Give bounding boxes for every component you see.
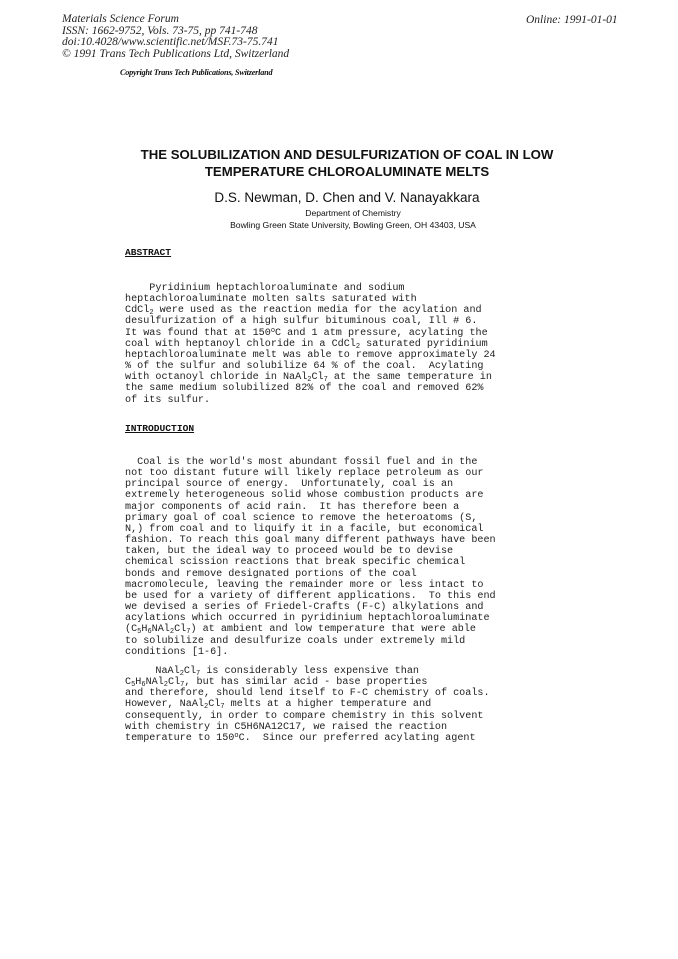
title-line-2: TEMPERATURE CHLOROALUMINATE MELTS xyxy=(204,164,490,179)
text-line: to solubilize and desulfurize coals under extremely mild xyxy=(125,635,466,647)
publication-metadata xyxy=(62,14,289,60)
abstract-heading: ABSTRACT xyxy=(125,247,172,258)
text-line: $(C_5H_6NAl_2Cl_7)$ at ambient and low temperature that were able xyxy=(125,624,477,637)
copyright-notice: © 1991 Trans Tech Publications Ltd, Switzerland xyxy=(62,47,290,60)
text-line: acylations which occurred in pyridinium heptachloroaluminate xyxy=(125,613,490,625)
text-line: $C_5H_6NAl_2Cl_7$, but has similar acid - base properties xyxy=(125,677,428,690)
text-line: It was found that at 150$^o$C and 1 atm pressure, acylating the xyxy=(125,326,488,339)
text-line: with chemistry in C5H6NA12C17, we raised the reaction xyxy=(125,721,448,733)
text-line: fashion. To reach this goal many different pathways have been xyxy=(125,535,496,547)
text-line: bonds and remove designated portions of the coal xyxy=(125,568,417,580)
text-line: conditions [1-6]. xyxy=(125,646,229,658)
text-line: consequently, in order to compare chemistry in this solvent xyxy=(125,710,484,722)
text-line: Coal is the world's most abundant fossil fuel and in the xyxy=(125,457,478,468)
text-line: desulfurization of a high sulfur bituminous coal, Ill # 6. xyxy=(125,316,478,328)
text-line: major components of acid rain. It has therefore been a xyxy=(125,501,460,513)
online-date: Online: 1991-01-01 xyxy=(526,14,618,26)
paper-title xyxy=(0,146,678,180)
introduction-paragraph-1 xyxy=(125,457,496,658)
text-line: we devised a series of Friedel-Crafts (F-C) alkylations and xyxy=(125,602,484,614)
text-line: of its sulfur. xyxy=(125,394,211,406)
title-line-1: THE SOLUBILIZATION AND DESULFURIZATION OF COAL IN LOW xyxy=(140,147,554,162)
abstract-body xyxy=(125,283,496,406)
affiliation: Bowling Green State University, Bowling Green, OH 43403, USA xyxy=(230,220,476,230)
copyright-stamp: Copyright Trans Tech Publications, Switzerland xyxy=(120,68,273,77)
text-line: $NaAl_2Cl_7$ is considerably less expensive than xyxy=(125,666,419,678)
text-line: be used for a variety of different applications. To this end xyxy=(125,590,496,602)
journal-name: Materials Science Forum xyxy=(62,13,179,25)
text-line: with octanoyl chloride in $NaAl_2Cl_7$ at the same temperature in xyxy=(125,372,492,385)
text-line: and therefore, should lend itself to F-C chemistry of coals. xyxy=(125,688,490,700)
text-line: primary goal of coal science to remove the heteroatoms (S, xyxy=(125,512,478,524)
text-line: macromolecule, leaving the remainder more or less intact to xyxy=(125,579,484,591)
text-line: heptachloroaluminate melt was able to remove approximately 24 xyxy=(125,349,496,361)
text-line: chemical scission reactions that break specific chemical xyxy=(125,557,466,569)
text-line: taken, but the ideal way to proceed would be to devise xyxy=(125,546,454,558)
text-line: CdCl$_2$ were used as the reaction media for the acylation and xyxy=(125,305,482,318)
text-line: N,) from coal and to liquify it in a facile, but economical xyxy=(125,523,484,535)
text-line: temperature to 150$^o$C. Since our preferred acylating agent xyxy=(125,731,476,744)
text-line: heptachloroaluminate molten salts saturated with xyxy=(125,294,417,306)
authors: D.S. Newman, D. Chen and V. Nanayakkara xyxy=(214,190,480,205)
text-line: principal source of energy. Unfortunately, coal is an xyxy=(125,479,454,491)
text-line: % of the sulfur and solubilize 64 % of the coal. Acylating xyxy=(125,361,484,373)
text-line: the same medium solubilized 82% of the coal and removed 62% xyxy=(125,383,484,395)
text-line: extremely heterogeneous solid whose combustion products are xyxy=(125,490,484,502)
introduction-heading: INTRODUCTION xyxy=(125,423,195,434)
text-line: coal with heptanoyl chloride in a CdCl$_2$ saturated pyridinium xyxy=(125,338,488,351)
department: Department of Chemistry xyxy=(305,208,401,218)
issn-volume-pages: ISSN: 1662-9752, Vols. 73-75, pp 741-748 xyxy=(62,24,258,37)
doi-link[interactable]: doi:10.4028/www.scientific.net/MSF.73-75.741 xyxy=(62,36,279,49)
text-line: not too distant future will likely replace petroleum as our xyxy=(125,468,484,480)
text-line: However, $NaAl_2Cl_7$ melts at a higher temperature and xyxy=(125,699,432,712)
introduction-paragraph-2 xyxy=(125,666,490,744)
text-line: Pyridinium heptachloroaluminate and sodium xyxy=(125,283,405,294)
